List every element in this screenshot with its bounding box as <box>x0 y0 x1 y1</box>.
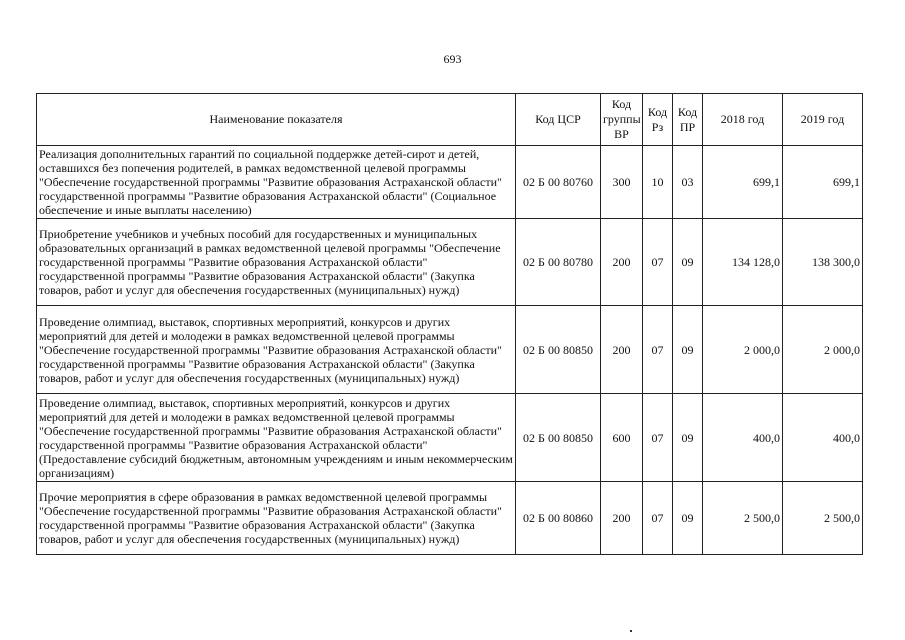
row-2019: 2 500,0 <box>783 482 863 555</box>
row-rz: 10 <box>643 146 673 219</box>
row-pr: 03 <box>673 146 703 219</box>
table-row <box>37 306 863 394</box>
table-row <box>37 219 863 306</box>
row-name: Прочие мероприятия в сфере образования в рамках ведомственной целевой программы "Обеспечение государственной программы "Развитие образования Астраханской области" государственной программы "Развитие образования Астраханской области" (Закупка товаров, работ и услуг для обеспечения государственных (муниципальных) нужд) <box>37 482 516 555</box>
row-pr: 09 <box>673 219 703 306</box>
row-2019: 138 300,0 <box>783 219 863 306</box>
row-pr: 09 <box>673 306 703 394</box>
table-row <box>37 146 863 219</box>
row-rz: 07 <box>643 394 673 482</box>
header-vr: Код группы ВР <box>601 94 643 146</box>
header-2019: 2019 год <box>783 94 863 146</box>
row-rz: 07 <box>643 219 673 306</box>
row-pr: 09 <box>673 394 703 482</box>
row-csr: 02 Б 00 80760 <box>516 146 601 219</box>
table-row <box>37 482 863 555</box>
row-name: Проведение олимпиад, выставок, спортивных мероприятий, конкурсов и других мероприятий для детей и молодежи в рамках ведомственной целевой программы "Обеспечение государственной программы "Развитие образования Астраханской области" государственной программы "Развитие образования Астраханской области" (Закупка товаров, работ и услуг для обеспечения государственных (муниципальных) нужд) <box>37 306 516 394</box>
row-2019: 699,1 <box>783 146 863 219</box>
header-name: Наименование показателя <box>37 94 516 146</box>
row-2018: 400,0 <box>703 394 783 482</box>
row-pr: 09 <box>673 482 703 555</box>
header-2018: 2018 год <box>703 94 783 146</box>
page-number: 693 <box>443 52 462 66</box>
row-name: Реализация дополнительных гарантий по социальной поддержке детей-сирот и детей, оставшихся без попечения родителей, в рамках ведомственной целевой программы "Обеспечение государственной программы "Развитие образования Астраханской области" государственной программы "Развитие образования Астраханской области" (Социальное обеспечение и иные выплаты населению) <box>37 146 516 219</box>
row-name: Проведение олимпиад, выставок, спортивных мероприятий, конкурсов и других мероприятий для детей и молодежи в рамках ведомственной целевой программы "Обеспечение государственной программы "Развитие образования Астраханской области" государственной программы "Развитие образования Астраханской области" (Предоставление субсидий бюджетным, автономным учреждениям и иным некоммерческим организациям) <box>37 394 516 482</box>
row-2018: 2 000,0 <box>703 306 783 394</box>
row-rz: 07 <box>643 482 673 555</box>
scan-speck <box>630 630 632 632</box>
row-csr: 02 Б 00 80780 <box>516 219 601 306</box>
row-csr: 02 Б 00 80860 <box>516 482 601 555</box>
budget-table <box>36 93 863 555</box>
row-2018: 134 128,0 <box>703 219 783 306</box>
row-vr: 200 <box>601 482 643 555</box>
header-pr: Код ПР <box>673 94 703 146</box>
row-2019: 400,0 <box>783 394 863 482</box>
header-row <box>37 94 863 146</box>
row-name: Приобретение учебников и учебных пособий для государственных и муниципальных образовательных организаций в рамках ведомственной целевой программы "Обеспечение государственной программы "Развитие образования Астраханской области" государственной программы "Развитие образования Астраханской области" (Закупка товаров, работ и услуг для обеспечения государственных (муниципальных) нужд) <box>37 219 516 306</box>
row-2018: 2 500,0 <box>703 482 783 555</box>
header-rz: Код Рз <box>643 94 673 146</box>
row-2019: 2 000,0 <box>783 306 863 394</box>
row-vr: 200 <box>601 306 643 394</box>
row-vr: 300 <box>601 146 643 219</box>
header-csr: Код ЦСР <box>516 94 601 146</box>
row-vr: 600 <box>601 394 643 482</box>
row-rz: 07 <box>643 306 673 394</box>
row-csr: 02 Б 00 80850 <box>516 306 601 394</box>
row-vr: 200 <box>601 219 643 306</box>
table-row <box>37 394 863 482</box>
row-2018: 699,1 <box>703 146 783 219</box>
row-csr: 02 Б 00 80850 <box>516 394 601 482</box>
